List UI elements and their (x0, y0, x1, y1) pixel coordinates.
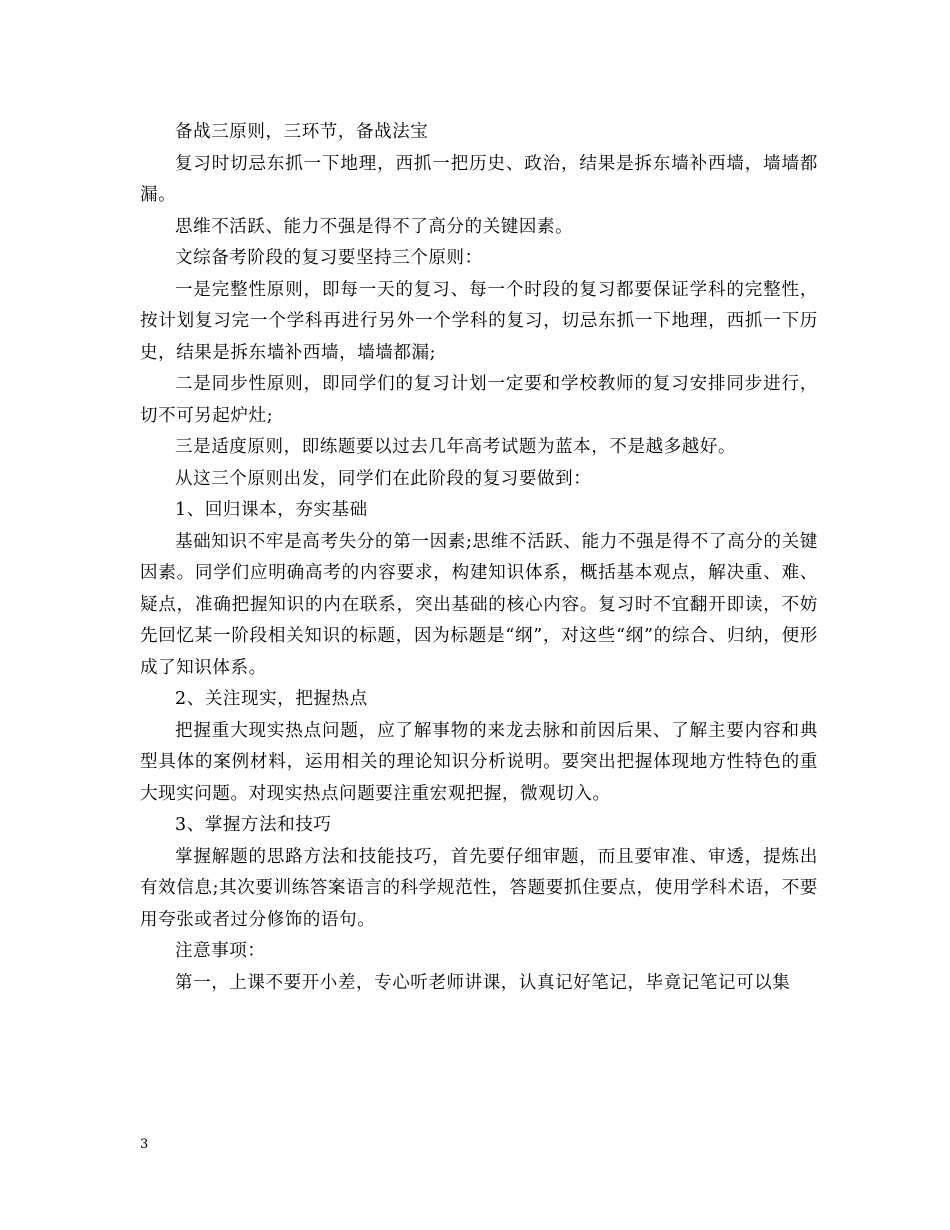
paragraph: 把握重大现实热点问题，应了解事物的来龙去脉和前因后果、了解主要内容和典型具体的案例材料，运用相关的理论知识分析说明。要突出把握体现地方性特色的重大现实问题。对现实热点问题要注重宏观把握，微观切入。 (140, 720, 818, 804)
paragraph-principle-3: 三是适度原则，即练题要以过去几年高考试题为蓝本，不是越多越好。 (175, 437, 737, 457)
paragraph: 思维不活跃、能力不强是得不了高分的关键因素。 (175, 216, 574, 237)
notes-heading: 注意事项： (175, 941, 266, 961)
paragraph: 基础知识不牢是高考失分的第一因素;思维不活跃、能力不强是得不了高分的关键因素。同学们应明确高考的内容要求，构建知识体系，概括基本观点，解决重、难、疑点，准确把握知识的内在联系，突出基础的核心内容。复习时不宜翻开即读，不妨先回忆某一阶段相关知识的标题，因为标题是“纲”，对这些“纲”的综合、归纳，便形成了知识体系。 (140, 531, 818, 678)
document-body (140, 117, 818, 999)
paragraph: 掌握解题的思路方法和技能技巧，首先要仔细审题，而且要审准、审透，提炼出有效信息;其次要训练答案语言的科学规范性，答题要抓住要点，使用学科术语，不要用夸张或者过分修饰的语句。 (140, 846, 818, 930)
section-heading-2: 2、关注现实，把握热点 (175, 689, 368, 709)
paragraph-principle-2: 二是同步性原则，即同学们的复习计划一定要和学校教师的复习安排同步进行，切不可另起炉灶; (140, 374, 818, 426)
page-number: 3 (140, 1137, 149, 1152)
paragraph: 从这三个原则出发，同学们在此阶段的复习要做到： (175, 468, 592, 489)
paragraph-principle-1: 一是完整性原则，即每一天的复习、每一个时段的复习都要保证学科的完整性，按计划复习完一个学科再进行另外一个学科的复习，切忌东抓一下地理，西抓一下历史，结果是拆东墙补西墙，墙墙都漏; (140, 279, 818, 363)
paragraph-title: 备战三原则，三环节，备战法宝 (175, 122, 429, 142)
paragraph: 复习时切忌东抓一下地理，西抓一把历史、政治，结果是拆东墙补西墙，墙墙都漏。 (140, 153, 818, 205)
paragraph: 第一，上课不要开小差，专心听老师讲课，认真记好笔记，毕竟记笔记可以集 (175, 972, 791, 993)
section-heading-1: 1、回归课本，夯实基础 (175, 500, 368, 520)
section-heading-3: 3、掌握方法和技巧 (175, 815, 332, 835)
paragraph: 文综备考阶段的复习要坚持三个原则： (175, 248, 483, 268)
